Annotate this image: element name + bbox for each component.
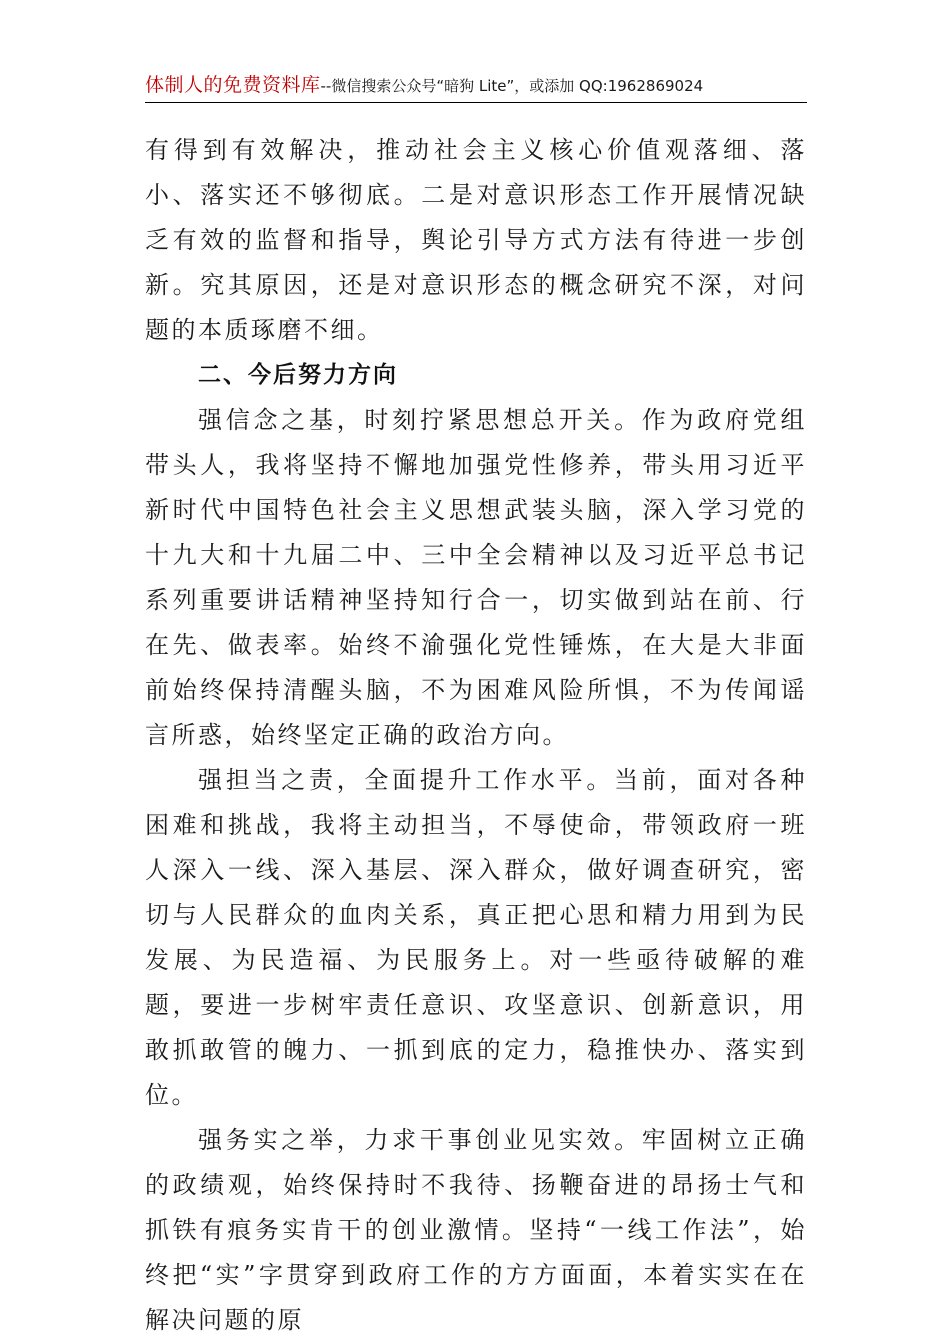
- paragraph-faith: 强信念之基，时刻拧紧思想总开关。作为政府党组带头人，我将坚持不懈地加强党性修养，带头用习近平新时代中国特色社会主义思想武装头脑，深入学习党的十九大和十九届二中、三中全会精神以及习近平总书记系列重要讲话精神坚持知行合一，切实做到站在前、行在先、做表率。始终不渝强化党性锤炼，在大是大非面前始终保持清醒头脑，不为困难风险所惧，不为传闻谣言所惑，始终坚定正确的政治方向。: [145, 406, 807, 749]
- paragraph-pragmatism: 强务实之举，力求干事创业见实效。牢固树立正确的政绩观，始终保持时不我待、扬鞭奋进的昂扬士气和抓铁有痕务实肯干的创业激情。坚持“一线工作法”，始终把“实”字贯穿到政府工作的方方面面，本着实实在在解决问题的原: [145, 1126, 807, 1334]
- page-header: [145, 70, 807, 103]
- header-contact-note: --微信搜索公众号“暗狗 Lite”，或添加 QQ:1962869024: [320, 77, 704, 95]
- document-body: [145, 128, 807, 1343]
- paragraph-responsibility: 强担当之责，全面提升工作水平。当前，面对各种困难和挑战，我将主动担当，不辱使命，带领政府一班人深入一线、深入基层、深入群众，做好调查研究，密切与人民群众的血肉关系，真正把心思和精力用到为民发展、为民造福、为民服务上。对一些亟待破解的难题，要进一步树牢责任意识、攻坚意识、创新意识，用敢抓敢管的魄力、一抓到底的定力，稳推快办、落实到位。: [145, 766, 807, 1109]
- continuation-paragraph: 有得到有效解决，推动社会主义核心价值观落细、落小、落实还不够彻底。二是对意识形态工作开展情况缺乏有效的监督和指导，舆论引导方式方法有待进一步创新。究其原因，还是对意识形态的概念研究不深，对问题的本质琢磨不细。: [145, 136, 807, 344]
- header-brand-title: 体制人的免费资料库: [145, 74, 321, 96]
- section-heading: 二、今后努力方向: [198, 362, 398, 388]
